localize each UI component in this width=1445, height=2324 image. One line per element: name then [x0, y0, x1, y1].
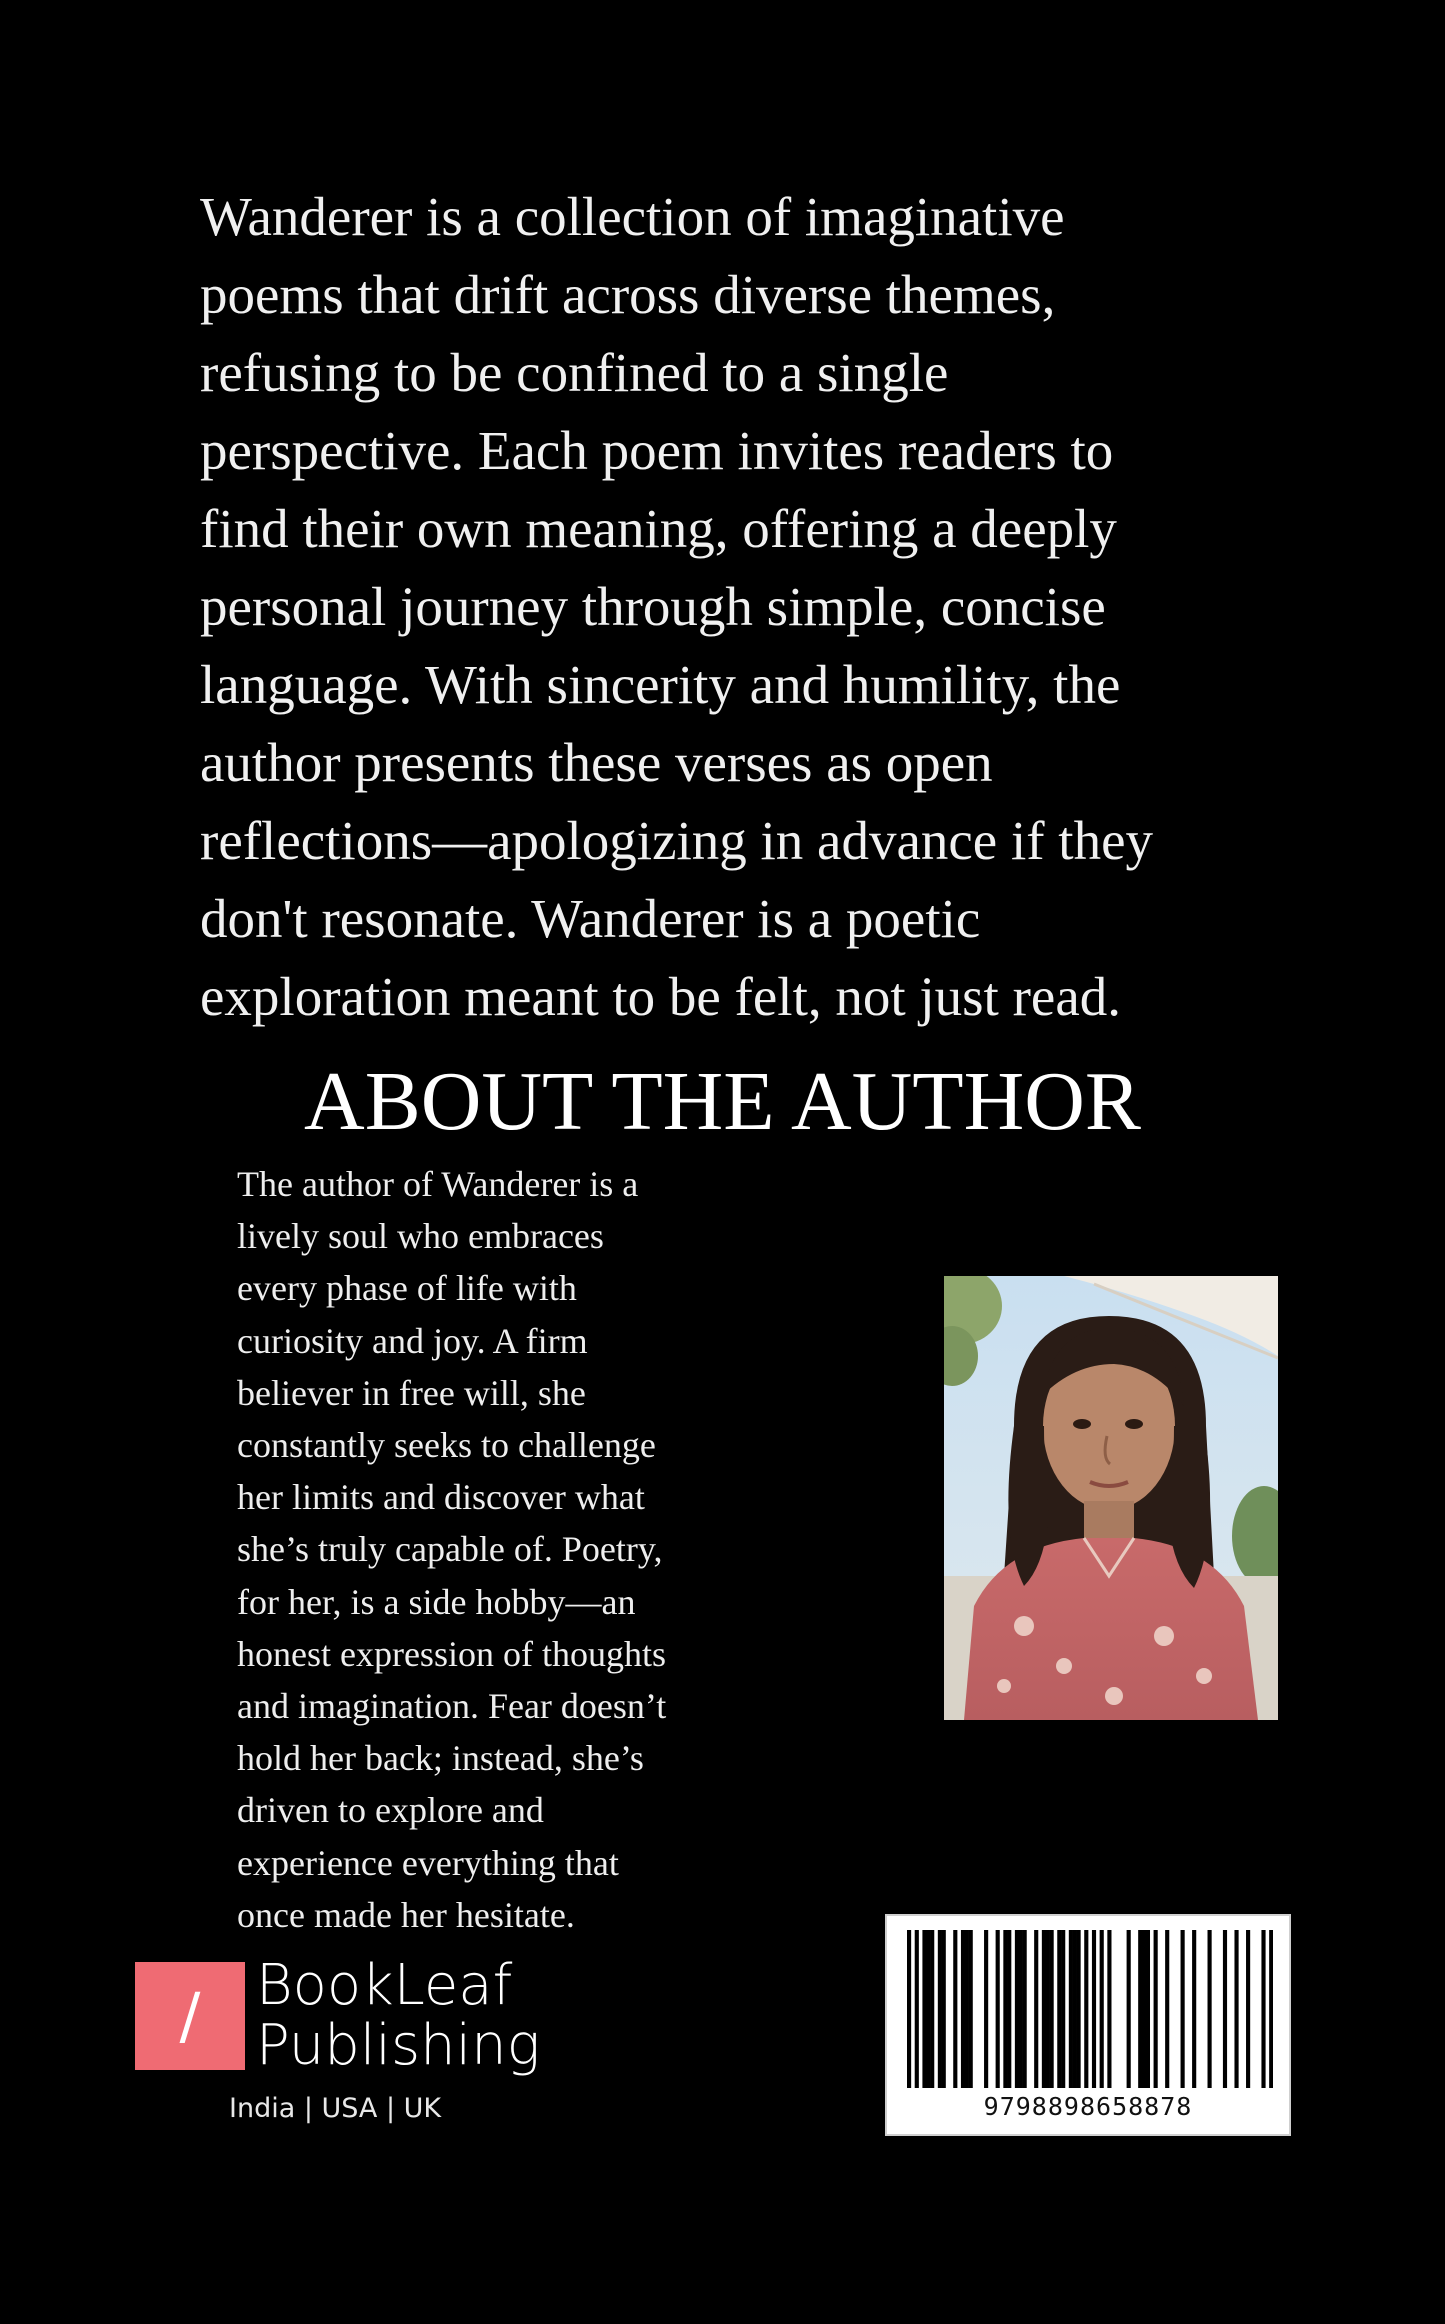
blurb-line: poems that drift across diverse themes,: [200, 264, 1056, 325]
barcode-bar: [1138, 1930, 1142, 2088]
barcode-bar: [996, 1930, 1000, 2088]
barcode-bar: [907, 1930, 911, 2088]
publisher-regions: India | USA | UK: [229, 2093, 442, 2124]
about-line: curiosity and joy. A firm: [237, 1320, 588, 1361]
barcode-bar: [930, 1930, 934, 2088]
barcode-bar: [942, 1930, 946, 2088]
barcode-bar: [1084, 1930, 1088, 2088]
isbn-barcode: [885, 1914, 1291, 2136]
blurb-line: language. With sincerity and humility, the: [200, 654, 1121, 715]
barcode-bar: [1100, 1930, 1104, 2088]
barcode-bar: [1142, 1930, 1146, 2088]
about-line: believer in free will, she: [237, 1372, 586, 1413]
publisher-name-line2: Publishing: [256, 2013, 541, 2078]
about-line: driven to explore and: [237, 1790, 544, 1831]
barcode-bar: [1192, 1930, 1196, 2088]
barcode-bar: [1015, 1930, 1019, 2088]
barcode-bar: [1057, 1930, 1061, 2088]
slash-icon: /: [179, 1979, 201, 2052]
about-line: constantly seeks to challenge: [237, 1425, 656, 1466]
barcode-bar: [1046, 1930, 1050, 2088]
about-author-heading: ABOUT THE AUTHOR: [304, 1055, 1141, 1148]
about-line: for her, is a side hobby—an: [237, 1581, 636, 1622]
about-line: she’s truly capable of. Poetry,: [237, 1529, 663, 1570]
book-blurb: [200, 178, 1280, 1036]
barcode-bar: [1208, 1930, 1212, 2088]
about-line: and imagination. Fear doesn’t: [237, 1686, 667, 1727]
blurb-line: reflections—apologizing in advance if they: [200, 810, 1153, 871]
barcode-bar: [1023, 1930, 1027, 2088]
barcode-bar: [1223, 1930, 1227, 2088]
publisher-name: [256, 1953, 541, 2078]
barcode-bar: [1154, 1930, 1158, 2088]
barcode-bar: [1069, 1930, 1073, 2088]
author-photo: [944, 1276, 1278, 1720]
barcode-bar: [938, 1930, 942, 2088]
about-line: experience everything that: [237, 1842, 619, 1883]
barcode-bar: [1003, 1930, 1007, 2088]
about-author-text: [237, 1158, 757, 1941]
about-line: hold her back; instead, she’s: [237, 1738, 644, 1779]
publisher-name-line1: BookLeaf: [256, 1953, 513, 2018]
barcode-bar: [1234, 1930, 1238, 2088]
barcode-bar: [926, 1930, 930, 2088]
barcode-bar: [1269, 1930, 1273, 2088]
blurb-line: exploration meant to be felt, not just read.: [200, 966, 1121, 1027]
barcode-bar: [1107, 1930, 1111, 2088]
barcode-bar: [1042, 1930, 1046, 2088]
blurb-line: find their own meaning, offering a deeply: [200, 498, 1117, 559]
barcode-bar: [1127, 1930, 1131, 2088]
barcode-bar: [1165, 1930, 1169, 2088]
barcode-bar: [953, 1930, 957, 2088]
barcode-bar: [1034, 1930, 1038, 2088]
barcode-bar: [984, 1930, 988, 2088]
about-line: once made her hesitate.: [237, 1894, 575, 1935]
blurb-line: personal journey through simple, concise: [200, 576, 1106, 637]
blurb-line: perspective. Each poem invites readers to: [200, 420, 1114, 481]
barcode-bar: [1261, 1930, 1265, 2088]
barcode-bar: [915, 1930, 919, 2088]
barcode-bar: [1050, 1930, 1054, 2088]
barcode-bar: [922, 1930, 926, 2088]
barcode-bar: [1246, 1930, 1250, 2088]
barcode-bar: [1092, 1930, 1096, 2088]
about-line: The author of Wanderer is a: [237, 1164, 639, 1204]
about-line: her limits and discover what: [237, 1477, 645, 1518]
barcode-bar: [1181, 1930, 1185, 2088]
barcode-bar: [969, 1930, 973, 2088]
barcode-bar: [965, 1930, 969, 2088]
isbn-number: 9798898658878: [983, 2092, 1193, 2121]
barcode-bar: [1077, 1930, 1081, 2088]
about-line: honest expression of thoughts: [237, 1633, 666, 1674]
about-line: every phase of life with: [237, 1268, 577, 1309]
barcode-bars: [907, 1930, 1273, 2090]
barcode-bar: [1073, 1930, 1077, 2088]
barcode-bar: [1146, 1930, 1150, 2088]
barcode-bar: [1061, 1930, 1065, 2088]
blurb-line: don't resonate. Wanderer is a poetic: [200, 888, 981, 949]
barcode-bar: [961, 1930, 965, 2088]
blurb-line: author presents these verses as open: [200, 732, 993, 793]
about-line: lively soul who embraces: [237, 1216, 604, 1257]
publisher-logo: [135, 1962, 245, 2070]
blurb-line: refusing to be confined to a single: [200, 342, 949, 403]
blurb-line: Wanderer is a collection of imaginative: [200, 186, 1065, 247]
barcode-bar: [1019, 1930, 1023, 2088]
barcode-bar: [1007, 1930, 1011, 2088]
